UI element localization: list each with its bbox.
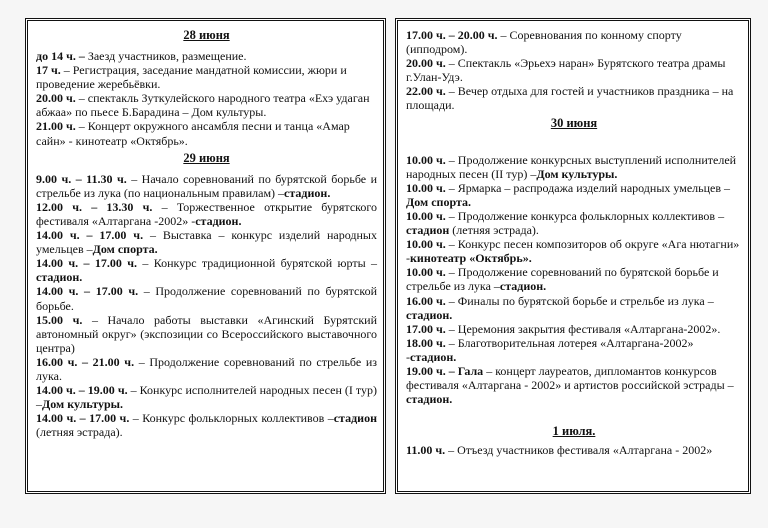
day-30-list: [406, 153, 742, 407]
day-header: 30 июня: [550, 115, 598, 130]
entry-text: – Начало соревнований по бурятской борьбе и стрельбе из лука (по национальным правилам) –: [36, 171, 378, 200]
schedule-entry: [36, 313, 377, 355]
day-28-list: [36, 49, 377, 148]
entry-text: – Продолжение конкурсных выступлений исполнителей народных песен (II тур) –: [406, 152, 737, 181]
entry-text: – Отъезд участников фестиваля «Алтаргана - 2002»: [445, 443, 713, 458]
entry-time: 21.00 ч.: [36, 119, 76, 134]
entry-text: – спектакль Зуткулейского народного театра «Ехэ удаган абжаа» по пьесе Б.Барадина – Дом культуры.: [36, 91, 370, 120]
entry-location: Дом спорта.: [406, 194, 471, 209]
entry-time: до 14 ч. –: [36, 49, 85, 63]
entry-time: 11.00 ч.: [406, 443, 446, 458]
entry-time: 10.00 ч.: [406, 237, 446, 252]
entry-text: – Продолжение соревнований по бурятской борьбе.: [36, 284, 377, 313]
entry-time: 10.00 ч.: [406, 180, 446, 195]
entry-time: 14.00 ч. – 19.00 ч.: [36, 383, 128, 398]
schedule-entry: [406, 181, 742, 209]
entry-time: 14.00 ч. – 17.00 ч.: [36, 284, 139, 299]
entry-location: стадион.: [406, 307, 453, 322]
entry-text: – Ярмарка – распродажа изделий народных умельцев –: [445, 180, 731, 195]
entry-text: – концерт лауреатов, дипломантов конкурсов фестиваля «Алтаргана - 2002» и артистов российской эстрады –: [406, 363, 734, 393]
schedule-entry: [406, 153, 742, 181]
entry-time: 9.00 ч. – 11.30 ч.: [36, 171, 127, 186]
schedule-entry: [406, 336, 742, 364]
entry-text: – Финалы по бурятской борьбе и стрельбе из лука –: [445, 293, 714, 308]
entry-time: 10.00 ч.: [406, 152, 446, 167]
entry-note: (летняя эстрада).: [449, 223, 539, 238]
schedule-entry: [36, 49, 377, 63]
entry-location: стадион.: [284, 185, 331, 200]
entry-time: 12.00 ч. – 13.30 ч.: [36, 199, 153, 214]
schedule-entry: [36, 200, 377, 228]
entry-time: 22.00 ч.: [406, 84, 446, 99]
schedule-entry: [406, 443, 742, 457]
schedule-entry: [36, 256, 377, 284]
entry-location: стадион: [333, 411, 377, 426]
day-header: 28 июня: [183, 28, 230, 42]
entry-location: стадион: [406, 223, 450, 238]
schedule-entry: [406, 265, 742, 293]
entry-text: – Конкурс песен композиторов об округе «Ага нютагни» -: [406, 237, 740, 266]
entry-text: – Торжественное открытие бурятского фестиваля «Алтаргана -2002» -: [36, 199, 377, 228]
schedule-entry: [406, 84, 742, 112]
entry-location: кинотеатр «Октябрь».: [410, 251, 532, 266]
left-program-panel: [25, 18, 386, 494]
entry-text: – Церемония закрытия фестиваля «Алтаргана-2002».: [445, 321, 721, 336]
entry-text: – Соревнования по конному спорту (ипподром).: [406, 28, 682, 57]
entry-text: – Продолжение конкурса фольклорных коллективов –: [445, 208, 725, 223]
entry-text: – Конкурс исполнителей народных песен (I тур) –: [36, 383, 377, 412]
schedule-entry: [406, 209, 742, 237]
schedule-entry: [36, 91, 377, 119]
entry-location: стадион.: [36, 270, 83, 285]
entry-location: Дом культуры.: [42, 397, 124, 412]
entry-time: 20.00 ч.: [36, 91, 76, 106]
entry-text: – Регистрация, заседание мандатной комиссии, жюри и проведение жеребьёвки.: [36, 63, 347, 92]
entry-time: 18.00 ч.: [406, 335, 446, 350]
entry-text: – Выставка – конкурс изделий народных умельцев –: [36, 228, 377, 257]
entry-time: 15.00 ч.: [36, 312, 83, 327]
entry-text: – Продолжение соревнований по стрельбе из лука.: [36, 354, 377, 383]
entry-time: 16.00 ч. – 21.00 ч.: [36, 354, 135, 369]
entry-location: Дом культуры.: [536, 166, 618, 181]
entry-text: – Вечер отдыха для гостей и участников праздника – на площади.: [406, 84, 734, 113]
entry-text: – Благотворительная лотерея «Алтаргана-2002» -: [406, 335, 694, 364]
schedule-entry: [406, 56, 742, 84]
entry-time: 17 ч.: [36, 63, 61, 78]
schedule-entry: [406, 364, 742, 406]
day-1-july-list: [406, 443, 742, 457]
day-29-continued-list: [406, 28, 742, 113]
schedule-entry: [406, 294, 742, 322]
entry-time: 10.00 ч.: [406, 265, 446, 280]
entry-location: стадион.: [499, 279, 547, 294]
entry-time: 17.00 ч.: [406, 321, 446, 336]
entry-time: 19.00 ч. – Гала: [406, 363, 484, 378]
entry-text: – Конкурс фольклорных коллективов –: [129, 411, 334, 426]
schedule-entry: [36, 355, 377, 383]
entry-time: 14.00 ч. – 17.00 ч.: [36, 228, 144, 243]
entry-time: 17.00 ч. – 20.00 ч.: [406, 28, 498, 42]
day-29-list: [36, 172, 377, 440]
entry-location: стадион.: [410, 349, 457, 364]
entry-text: – Концерт окружного ансамбля песни и танца «Амар сайн» - кинотеатр «Октябрь».: [36, 119, 350, 148]
entry-time: 20.00 ч.: [406, 56, 446, 71]
entry-text: – Конкурс традиционной бурятской юрты –: [137, 256, 377, 271]
entry-text: – Начало работы выставки «Агинский Бурятский автономный округ» (экспозиции со Всероссийского выставочного центра): [36, 312, 377, 355]
day-header: 1 июля.: [552, 424, 596, 439]
schedule-entry: [406, 322, 742, 336]
entry-time: 10.00 ч.: [406, 208, 446, 223]
schedule-entry: [36, 228, 377, 256]
entry-location: стадион.: [195, 213, 242, 228]
schedule-entry: [36, 383, 377, 411]
schedule-entry: [406, 28, 742, 56]
entry-location: стадион.: [406, 392, 453, 407]
day-header: 29 июня: [183, 150, 230, 165]
entry-time: 14.00 ч. – 17.00 ч.: [36, 256, 137, 271]
schedule-entry: [36, 172, 377, 200]
schedule-entry: [406, 237, 742, 265]
schedule-entry: [36, 119, 377, 147]
entry-time: 16.00 ч.: [406, 293, 446, 308]
entry-note: (летняя эстрада).: [36, 425, 123, 440]
schedule-entry: [36, 284, 377, 312]
schedule-entry: [36, 63, 377, 91]
entry-text: Заезд участников, размещение.: [84, 49, 247, 63]
entry-time: 14.00 ч. – 17.00 ч.: [36, 411, 130, 426]
entry-text: – Спектакль «Эрьехэ наран» Бурятского театра драмы г.Улан-Удэ.: [406, 56, 726, 85]
right-program-panel: [395, 18, 751, 494]
entry-location: Дом спорта.: [92, 242, 158, 257]
entry-text: – Продолжение соревнований по бурятской борьбе и стрельбе из лука –: [406, 265, 719, 294]
schedule-entry: [36, 411, 377, 439]
